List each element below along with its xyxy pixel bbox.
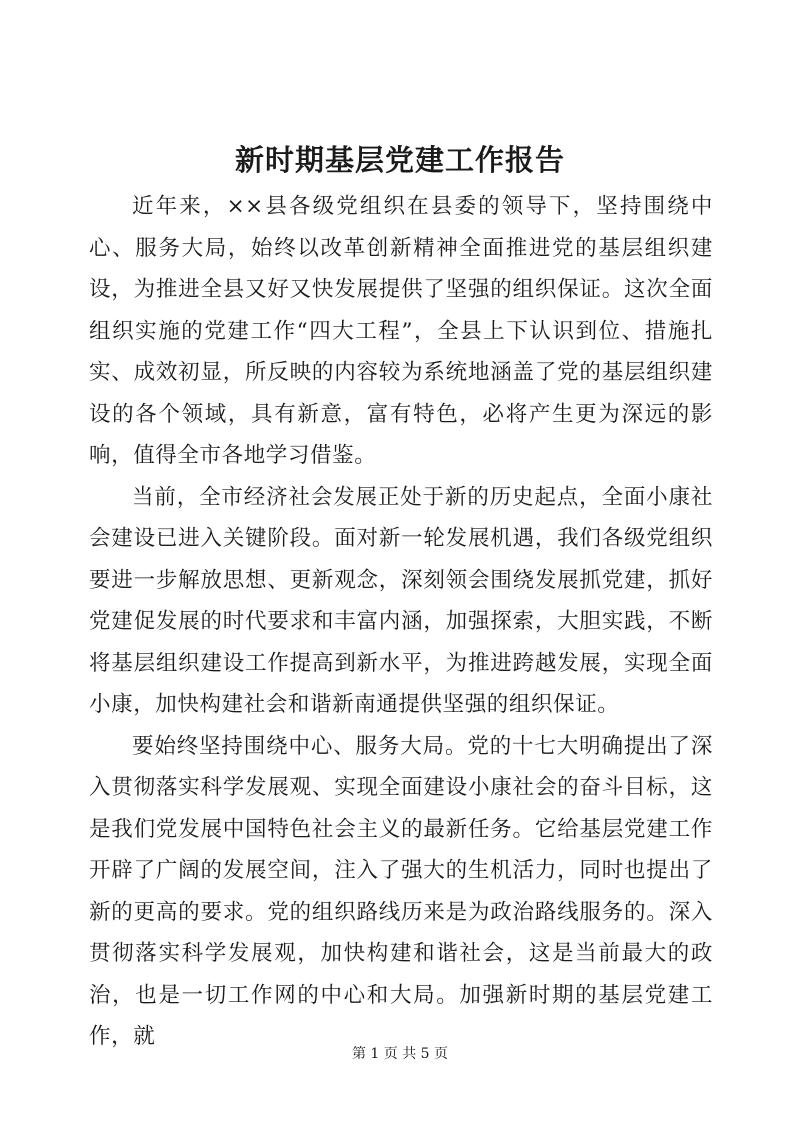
paragraph-2: 当前，全市经济社会发展正处于新的历史起点，全面小康社会建设已进入关键阶段。面对新一轮发展机遇，我们各级党组织要进一步解放思想、更新观念，深刻领会围绕发展抓党建，抓好党建促发展的时代要求和丰富内涵，加强探索，大胆实践，不断将基层组织建设工作提高到新水平，为推进跨越发展，实现全面小康，加快构建社会和谐新南通提供坚强的组织保证。 [89, 484, 713, 717]
paragraph-1: 近年来，××县各级党组织在县委的领导下，坚持围绕中心、服务大局，始终以改革创新精神全面推进党的基层组织建设，为推进全县又好又快发展提供了坚强的组织保证。这次全面组织实施的党建工作“四大工程”，全县上下认识到位、措施扎实、成效初显，所反映的内容较为系统地涵盖了党的基层组织建设的各个领域，具有新意，富有特色，必将产生更为深远的影响，值得全市各地学习借鉴。 [89, 194, 713, 468]
document-title: 新时期基层党建工作报告 [234, 143, 565, 177]
paragraph-3: 要始终坚持围绕中心、服务大局。党的十七大明确提出了深入贯彻落实科学发展观、实现全面建设小康社会的奋斗目标，这是我们党发展中国特色社会主义的最新任务。它给基层党建工作开辟了广阔的发展空间，注入了强大的生机活力，同时也提出了新的更高的要求。党的组织路线历来是为政治路线服务的。深入贯彻落实科学发展观，加快构建和谐社会，这是当前最大的政治，也是一切工作网的中心和大局。加强新时期的基层党建工作，就 [89, 733, 713, 1049]
document-body [89, 186, 713, 1058]
page-number-footer: 第 1 页 共 5 页 [351, 1046, 449, 1062]
